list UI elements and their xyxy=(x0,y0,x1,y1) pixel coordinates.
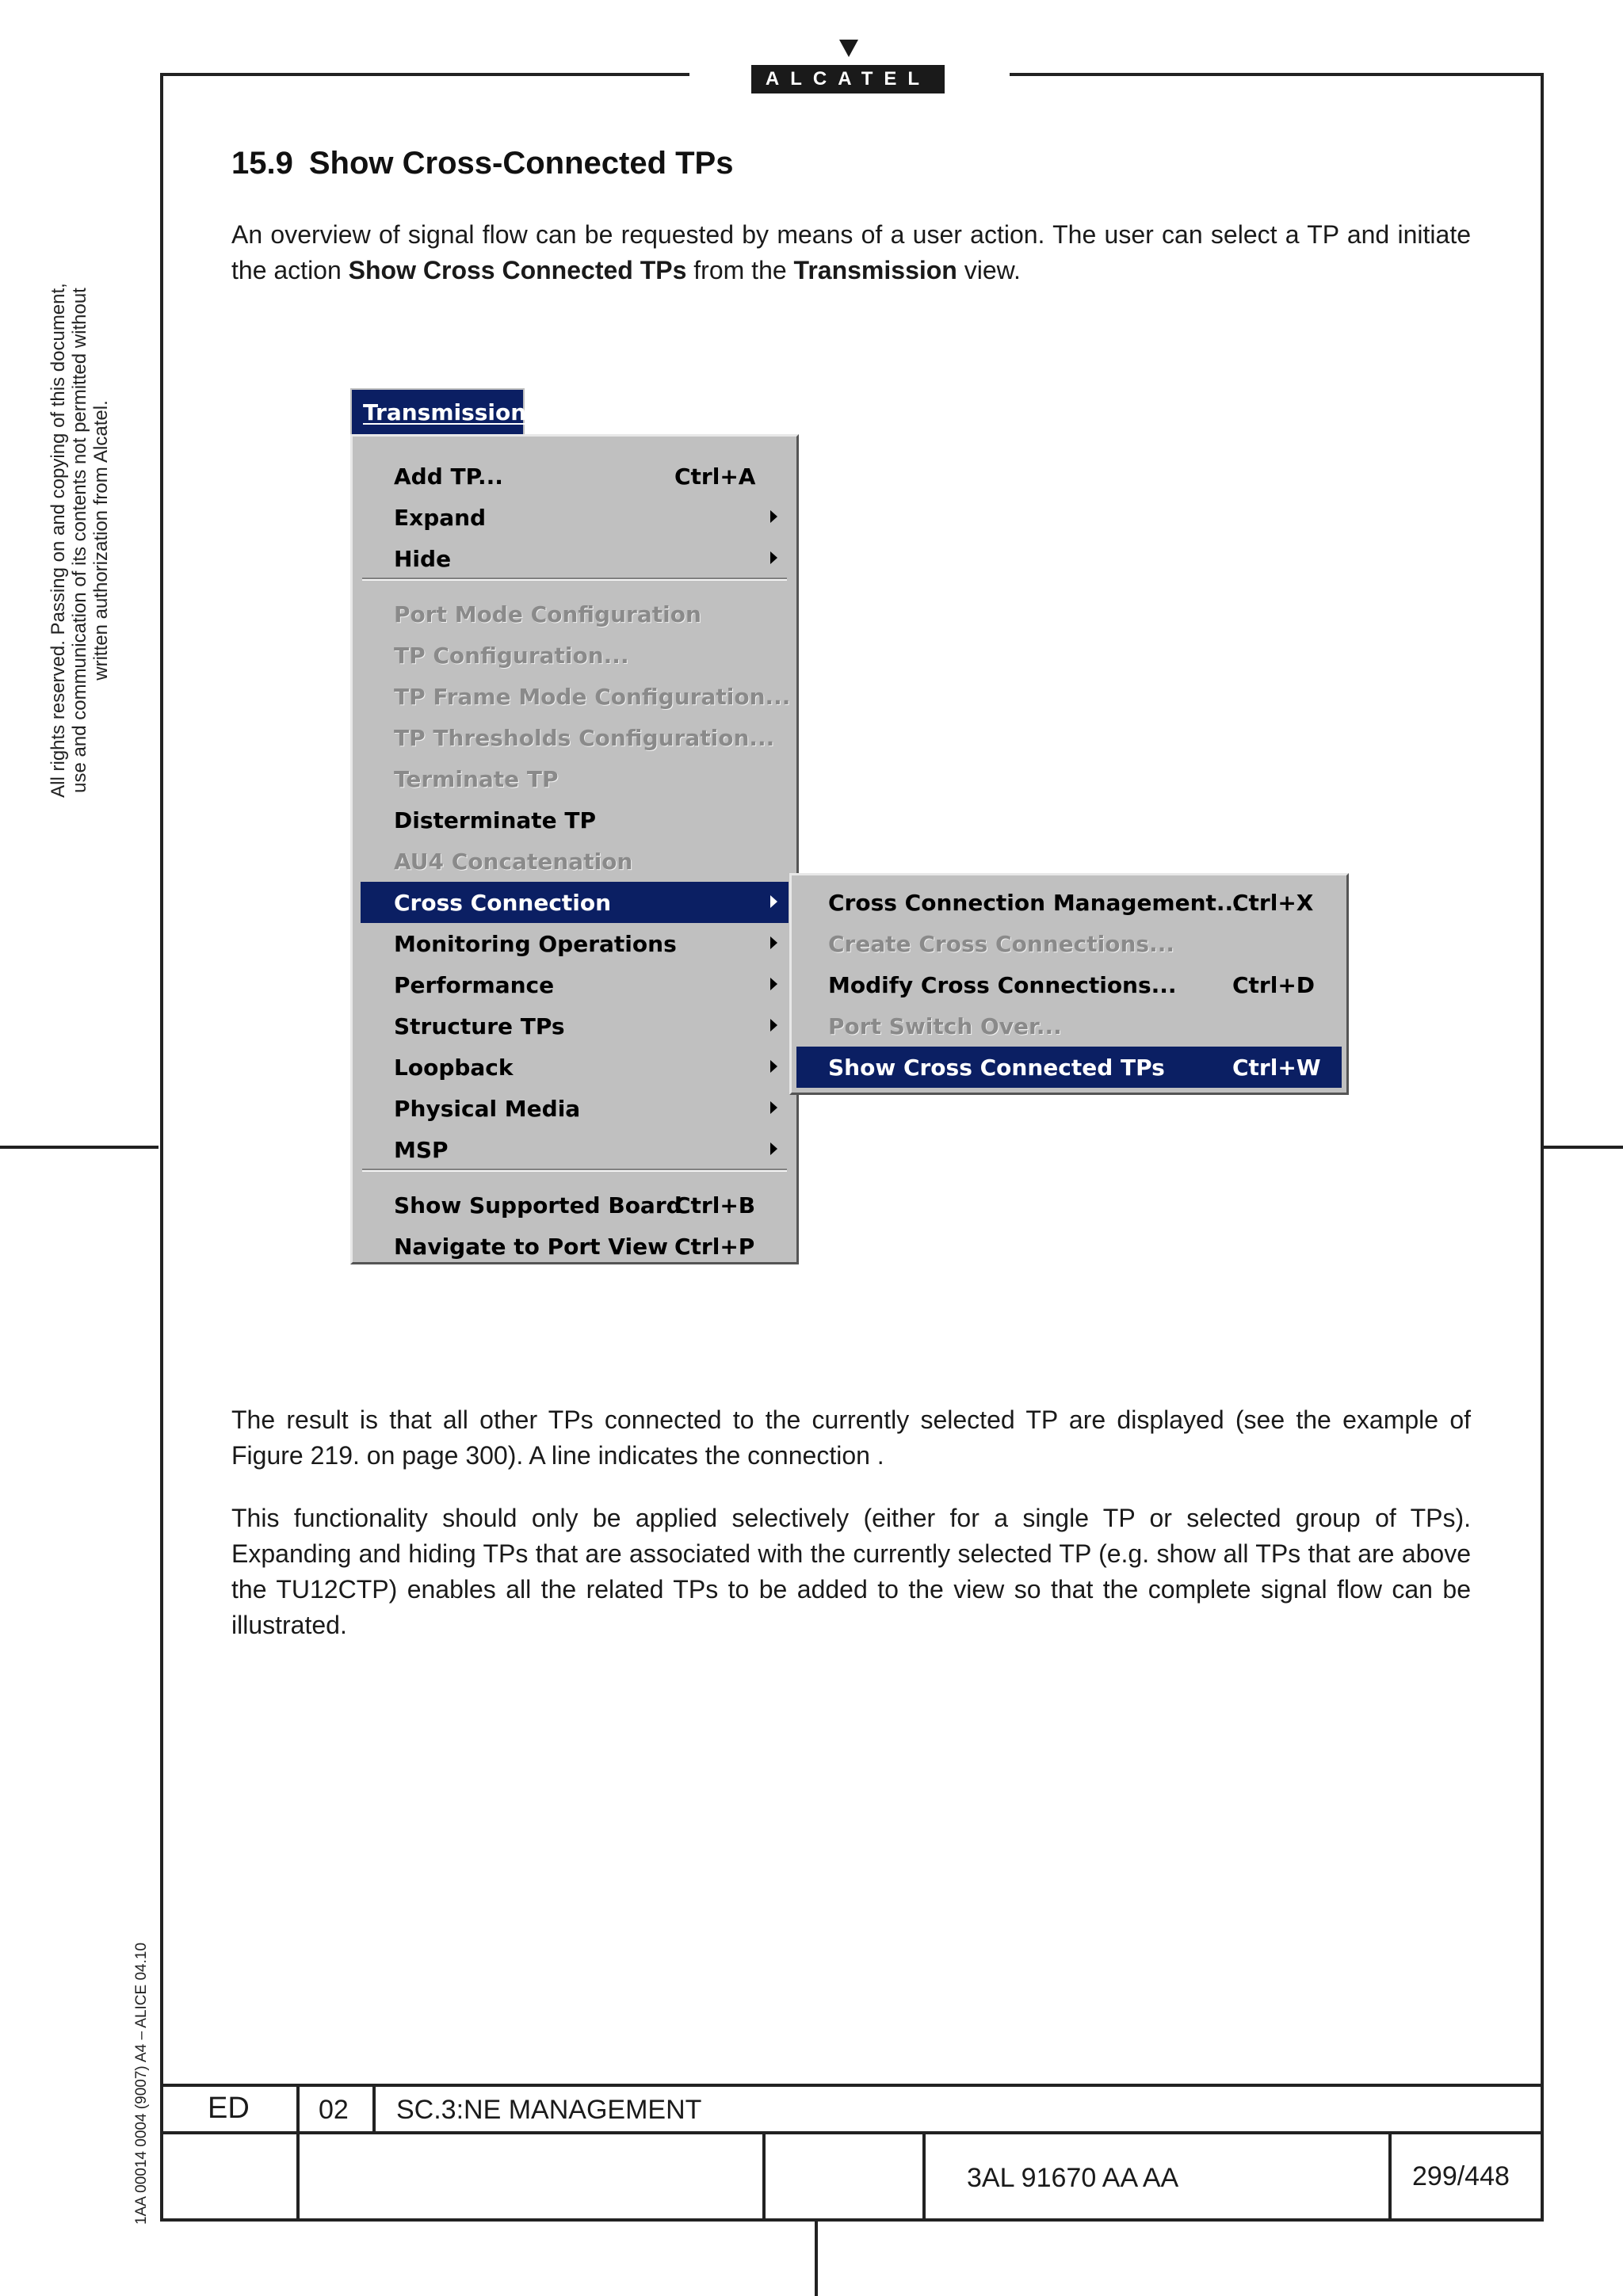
menu-item-label: MSP xyxy=(394,1136,449,1163)
menu-item-label: TP Frame Mode Configuration... xyxy=(394,683,791,710)
menu-item[interactable] xyxy=(361,841,789,882)
form-code: 1AA 00014 0004 (9007) A4 – ALICE 04.10 xyxy=(133,1942,150,2225)
menu-item[interactable] xyxy=(361,676,789,717)
menubar-transmission[interactable] xyxy=(350,388,525,436)
menu-item-shortcut: Ctrl+B xyxy=(674,1192,756,1219)
menu-item-shortcut: Ctrl+A xyxy=(674,463,756,490)
tick-right xyxy=(1544,1146,1623,1149)
submenu-item-shortcut: Ctrl+W xyxy=(1232,1054,1321,1081)
menu-item-shortcut: Ctrl+P xyxy=(674,1233,755,1260)
menu-item[interactable] xyxy=(361,1005,789,1047)
submenu-arrow-icon xyxy=(770,1101,777,1114)
menu-item[interactable] xyxy=(361,923,789,964)
submenu-arrow-icon xyxy=(770,936,777,949)
footer-line-mid xyxy=(160,2131,1544,2134)
submenu-arrow-icon xyxy=(770,1019,777,1032)
footer-line-bottom xyxy=(160,2218,1544,2222)
menu-item[interactable] xyxy=(361,538,789,579)
footer-col-3 xyxy=(762,2131,766,2222)
cross-connection-submenu xyxy=(789,873,1349,1095)
footer-line-top xyxy=(160,2084,1544,2087)
submenu-arrow-icon xyxy=(770,1142,777,1155)
submenu-arrow-icon xyxy=(770,510,777,523)
menu-item-label: TP Thresholds Configuration... xyxy=(394,724,775,751)
submenu-item[interactable] xyxy=(796,1005,1342,1047)
footer-ed-label: ED xyxy=(208,2092,250,2125)
alcatel-triangle-icon xyxy=(839,40,858,57)
menu-item[interactable] xyxy=(361,1226,789,1267)
menu-item-label: AU4 Concatenation xyxy=(394,848,633,875)
menu-item[interactable] xyxy=(361,593,789,635)
menu-item-label: Loopback xyxy=(394,1054,514,1081)
menu-item-label: Show Supported Board xyxy=(394,1192,682,1219)
menu-item[interactable] xyxy=(361,1047,789,1088)
menu-item-label: Physical Media xyxy=(394,1095,581,1122)
footer-col-2 xyxy=(372,2084,376,2133)
menu-item-label: Hide xyxy=(394,545,452,572)
footer-page-number: 299/448 xyxy=(1412,2161,1510,2191)
submenu-item-label: Create Cross Connections... xyxy=(828,930,1175,957)
submenu-item[interactable] xyxy=(796,882,1342,923)
menu-item-label: Port Mode Configuration xyxy=(394,601,701,627)
submenu-item[interactable] xyxy=(796,1047,1342,1088)
submenu-item-label: Cross Connection Management... xyxy=(828,889,1242,916)
menu-item[interactable] xyxy=(361,1088,789,1129)
copyright-notice: All rights reserved. Passing on and copying of this document, use and communication of its contents not permitted without written authorization from Alcatel. xyxy=(48,283,112,798)
submenu-arrow-icon xyxy=(770,1060,777,1073)
section-title: Show Cross-Connected TPs xyxy=(308,146,734,181)
menu-item[interactable] xyxy=(361,1129,789,1170)
frame-top-left xyxy=(160,73,689,76)
intro-bold-view: Transmission xyxy=(793,256,957,284)
tick-left xyxy=(0,1146,158,1149)
submenu-item-label: Port Switch Over... xyxy=(828,1013,1062,1039)
menu-item-label: Performance xyxy=(394,971,555,998)
submenu-arrow-icon xyxy=(770,978,777,990)
menu-item-label: Structure TPs xyxy=(394,1013,565,1039)
footer-col-5 xyxy=(1388,2131,1392,2222)
section-number: 15.9 xyxy=(231,146,293,181)
footer-col-4 xyxy=(922,2131,926,2222)
menu-item-label: Terminate TP xyxy=(394,765,559,792)
intro-text-2: from the xyxy=(686,256,794,284)
frame-top-right xyxy=(1010,73,1544,76)
menu-item[interactable] xyxy=(361,1184,789,1226)
menu-item-label: Monitoring Operations xyxy=(394,930,677,957)
submenu-item-label: Modify Cross Connections... xyxy=(828,971,1177,998)
frame-left xyxy=(160,73,163,2222)
submenu-item-label: Show Cross Connected TPs xyxy=(828,1054,1165,1081)
submenu-arrow-icon xyxy=(770,895,777,908)
menu-item[interactable] xyxy=(361,456,789,497)
menu-item[interactable] xyxy=(361,497,789,538)
intro-text-1: An overview of signal flow can be requested by means of a user action. The user can select a TP and initiate the action xyxy=(231,220,1471,284)
menu-item[interactable] xyxy=(361,964,789,1005)
menu-item-label: Add TP... xyxy=(394,463,503,490)
menu-item-label: Disterminate TP xyxy=(394,807,597,833)
intro-text-3: view. xyxy=(957,256,1021,284)
menu-item-label: Expand xyxy=(394,504,487,531)
menu-item[interactable] xyxy=(361,799,789,841)
menu-item[interactable] xyxy=(361,717,789,758)
intro-bold-action: Show Cross Connected TPs xyxy=(348,256,687,284)
functionality-paragraph: This functionality should only be applied selectively (either for a single TP or selected group of TPs). Expanding and hiding TPs that are associated with the currently selected TP (e.g. show all TPs that are above the TU12CTP) enables all the related TPs to be added to the view so that the complete signal flow can be illustrated. xyxy=(231,1504,1471,1639)
menu-item-label: Cross Connection xyxy=(394,889,612,916)
footer-ed-value: 02 xyxy=(319,2095,349,2125)
section-heading xyxy=(231,146,733,181)
footer-col-1 xyxy=(296,2084,300,2222)
intro-paragraph xyxy=(231,217,1471,288)
result-paragraph: The result is that all other TPs connected to the currently selected TP are displayed (see the example of Figure 219. on page 300). A line indicates the connection . xyxy=(231,1405,1471,1470)
footer-section: SC.3:NE MANAGEMENT xyxy=(396,2095,702,2125)
footer-doc-code: 3AL 91670 AA AA xyxy=(967,2163,1179,2193)
submenu-item[interactable] xyxy=(796,923,1342,964)
menubar-label: Transmission xyxy=(363,399,527,425)
submenu-item[interactable] xyxy=(796,964,1342,1005)
submenu-arrow-icon xyxy=(770,551,777,564)
alcatel-logo: ALCATEL xyxy=(751,65,945,93)
menu-item[interactable] xyxy=(361,882,789,923)
menu-item[interactable] xyxy=(361,635,789,676)
submenu-item-shortcut: Ctrl+D xyxy=(1232,971,1316,998)
submenu-item-shortcut: Ctrl+X xyxy=(1232,889,1314,916)
menu-item[interactable] xyxy=(361,758,789,799)
transmission-menu xyxy=(350,434,799,1264)
menu-item-label: Navigate to Port View xyxy=(394,1233,668,1260)
footer-stub xyxy=(815,2218,818,2296)
menu-item-label: TP Configuration... xyxy=(394,642,629,669)
